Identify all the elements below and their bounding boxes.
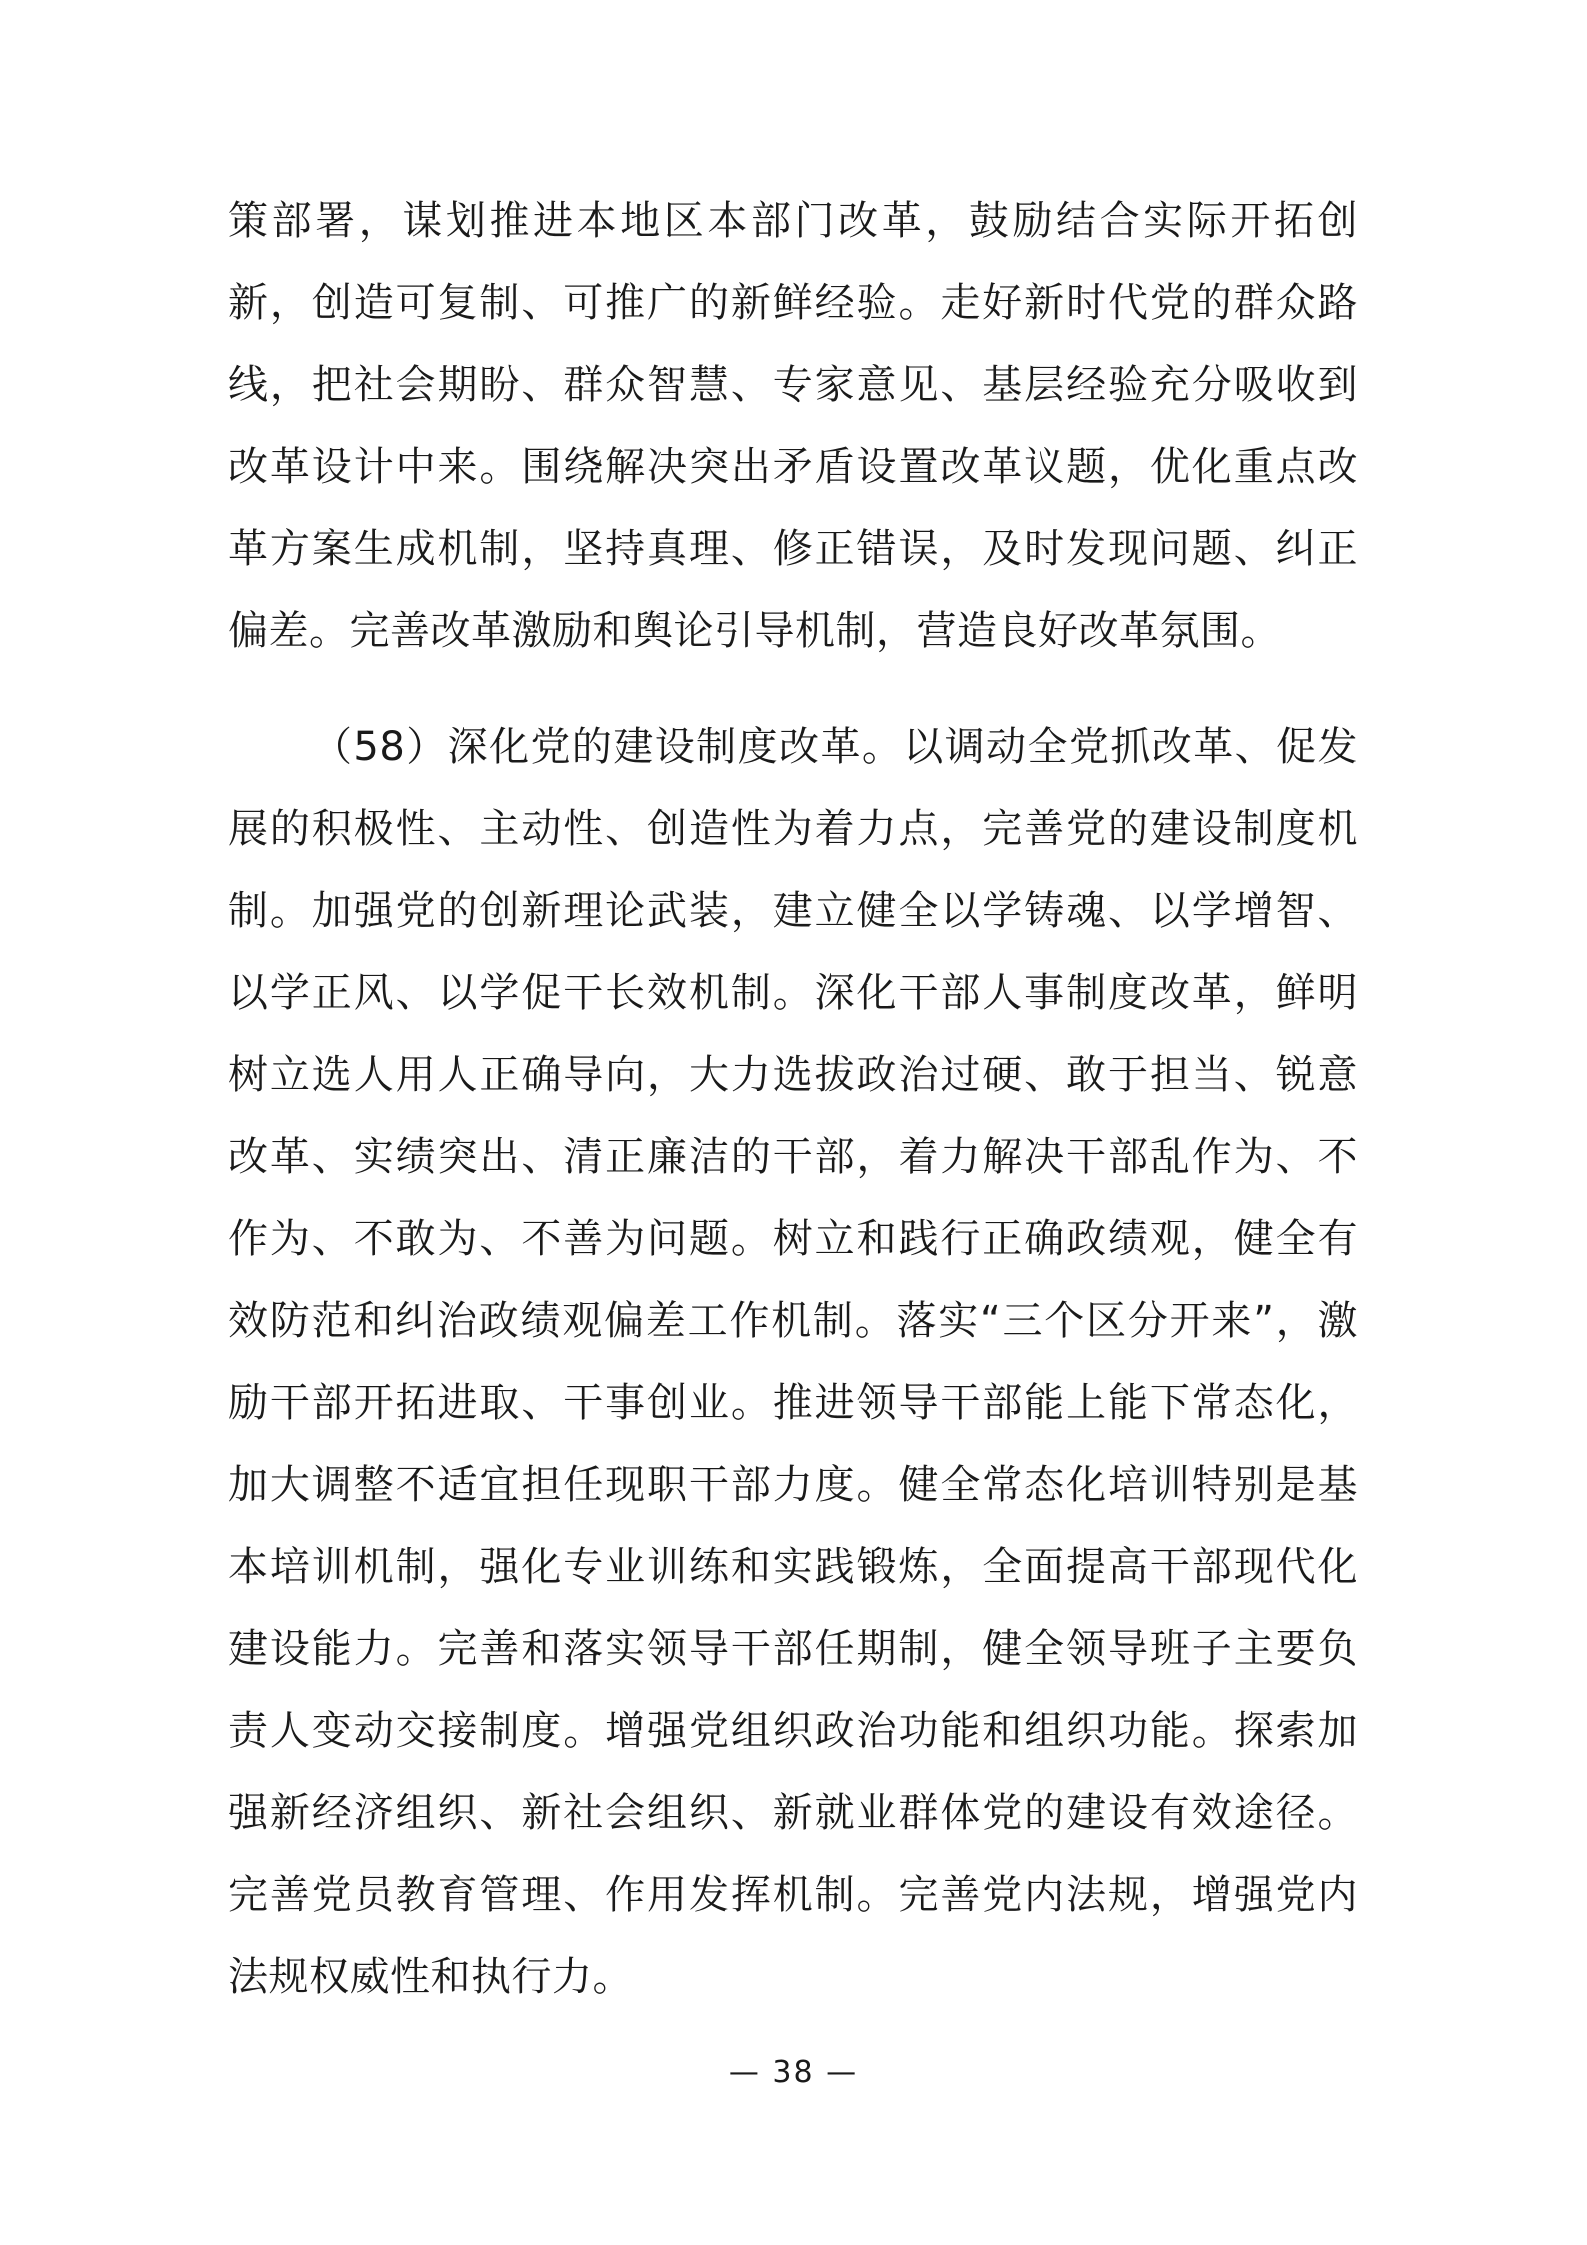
page-number: — 38 — bbox=[728, 2055, 859, 2090]
paragraph-continued: 策部署，谋划推进本地区本部门改革，鼓励结合实际开拓创新，创造可复制、可推广的新鲜经验。走好新时代党的群众路线，把社会期盼、群众智慧、专家意见、基层经验充分吸收到改革设计中来。围绕解决突出矛盾设置改革议题，优化重点改革方案生成机制，坚持真理、修正错误，及时发现问题、纠正偏差。完善改革激励和舆论引导机制，营造良好改革氛围。 bbox=[228, 198, 1358, 654]
page-body bbox=[228, 180, 1358, 2018]
paragraph-item-58: （58）深化党的建设制度改革。以调动全党抓改革、促发展的积极性、主动性、创造性为着力点，完善党的建设制度机制。加强党的创新理论武装，建立健全以学铸魂、以学增智、以学正风、以学促干长效机制。深化干部人事制度改革，鲜明树立选人用人正确导向，大力选拔政治过硬、敢于担当、锐意改革、实绩突出、清正廉洁的干部，着力解决干部乱作为、不作为、不敢为、不善为问题。树立和践行正确政绩观，健全有效防范和纠治政绩观偏差工作机制。落实“三个区分开来”，激励干部开拓进取、干事创业。推进领导干部能上能下常态化，加大调整不适宜担任现职干部力度。健全常态化培训特别是基本培训机制，强化专业训练和实践锻炼，全面提高干部现代化建设能力。完善和落实领导干部任期制，健全领导班子主要负责人变动交接制度。增强党组织政治功能和组织功能。探索加强新经济组织、新社会组织、新就业群体党的建设有效途径。完善党员教育管理、作用发挥机制。完善党内法规，增强党内法规权威性和执行力。 bbox=[228, 724, 1358, 2000]
